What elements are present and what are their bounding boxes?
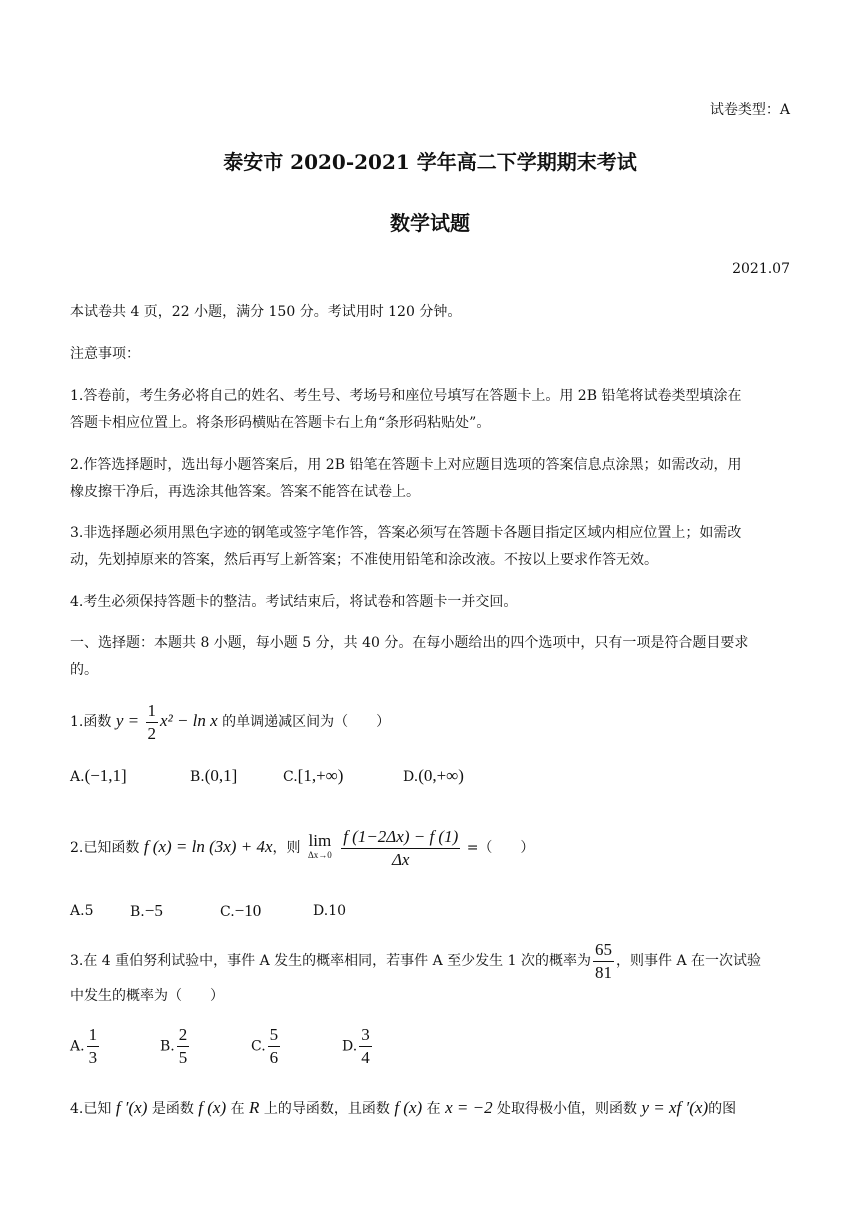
q3-option-c xyxy=(251,1024,282,1069)
q4-math-1: f ′(x) xyxy=(115,1098,148,1117)
q3-option-a-den: 3 xyxy=(88,1048,98,1067)
q2-option-a-label: A. xyxy=(70,903,85,919)
q3-option-d-den: 4 xyxy=(361,1048,370,1067)
q1-suffix: 的单调递减区间为（ ） xyxy=(222,714,391,730)
q1-expr: x² − ln x xyxy=(160,711,218,730)
section-1-line-2: 的。 xyxy=(70,662,98,678)
q2-comma: ，则 xyxy=(272,840,301,856)
q3-option-a xyxy=(70,1024,101,1069)
q2-option-d xyxy=(313,901,346,921)
q3-option-a-frac xyxy=(87,1024,100,1069)
q2-option-b-value: −5 xyxy=(144,901,163,920)
q4-math-6: y = xf ′(x) xyxy=(641,1098,709,1117)
q1-prefix: 1.函数 xyxy=(70,714,112,730)
q1-option-a-value: (−1,1] xyxy=(84,766,127,785)
q3-option-b-den: 5 xyxy=(178,1048,188,1067)
q2-lim-sub: Δx→0 xyxy=(307,850,332,860)
q2-option-c-value: −10 xyxy=(234,901,262,920)
note-3-line-1: 3.非选择题必须用黑色字迹的钢笔或签字笔作答，答案必须写在答题卡各题目指定区域内相应位置上；如需改 xyxy=(70,525,742,541)
q2-suffix: =（ ） xyxy=(466,840,535,856)
q4-math-2: f (x) xyxy=(198,1098,227,1117)
q3-line-1-end: ，则事件 A 在一次试验 xyxy=(616,953,762,969)
q3-option-b-label: B. xyxy=(160,1038,175,1055)
question-3-line-1 xyxy=(70,937,761,985)
q1-option-b xyxy=(190,766,237,787)
q1-frac-den: 2 xyxy=(147,723,157,743)
q2-option-a-value: 5 xyxy=(84,903,94,919)
q3-option-c-frac xyxy=(268,1024,281,1069)
q2-option-b xyxy=(130,901,163,922)
q2-fraction xyxy=(341,826,460,871)
q1-option-c xyxy=(283,766,343,787)
q2-option-a xyxy=(70,901,93,921)
q1-option-a-label: A. xyxy=(70,769,85,785)
q1-frac-num: 1 xyxy=(146,700,159,723)
q3-line-2: 中发生的概率为（ ） xyxy=(70,988,224,1004)
note-2-line-1: 2.作答选择题时，选出每小题答案后，用 2B 铅笔在答题卡上对应题目选项的答案信息点涂黑；如需改动，用 xyxy=(70,457,742,473)
q2-option-c-label: C. xyxy=(220,904,235,920)
q3-frac-num: 65 xyxy=(593,939,614,962)
section-1-line-1: 一、选择题：本题共 8 小题，每小题 5 分，共 40 分。在每小题给出的四个选项中，只有一项是符合题目要求 xyxy=(70,635,749,651)
q1-option-c-label: C. xyxy=(283,769,298,785)
q2-option-d-label: D. xyxy=(313,903,329,919)
q2-func: f (x) = ln (3x) + 4x xyxy=(143,837,273,856)
note-2-line-2: 橡皮擦干净后，再选涂其他答案。答案不能答在试卷上。 xyxy=(70,484,420,500)
q4-text-3: 在 xyxy=(230,1101,245,1117)
q3-option-d xyxy=(342,1024,374,1069)
q1-fraction xyxy=(146,700,159,745)
note-1-line-2: 答题卡相应位置上。将条形码横贴在答题卡右上角“条形码粘贴处”。 xyxy=(70,415,491,431)
q3-frac-den: 81 xyxy=(595,962,612,982)
q3-option-b-num: 2 xyxy=(177,1024,190,1047)
q3-option-c-num: 5 xyxy=(268,1024,281,1047)
q1-option-a xyxy=(70,766,127,787)
q3-option-b xyxy=(160,1024,191,1069)
q1-y-eq: y = xyxy=(115,711,140,730)
q1-option-b-label: B. xyxy=(190,769,205,785)
q2-frac-num: f (1−2Δx) − f (1) xyxy=(341,826,460,849)
q4-math-5: x = −2 xyxy=(445,1098,493,1117)
q2-frac-den: Δx xyxy=(391,849,410,869)
q3-option-c-label: C. xyxy=(251,1038,266,1055)
q1-option-d-label: D. xyxy=(403,769,419,785)
q4-math-3: R xyxy=(249,1098,260,1117)
q3-option-d-label: D. xyxy=(342,1038,358,1055)
notes-heading: 注意事项： xyxy=(70,346,140,362)
exam-intro: 本试卷共 4 页，22 小题，满分 150 分。考试用时 120 分钟。 xyxy=(70,304,462,320)
question-1 xyxy=(70,698,390,745)
q4-text-6: 处取得极小值，则函数 xyxy=(497,1101,638,1117)
q2-option-b-label: B. xyxy=(130,904,145,920)
q1-option-b-value: (0,1] xyxy=(204,766,238,785)
q3-option-a-num: 1 xyxy=(87,1024,100,1047)
q2-lim-word: lim xyxy=(308,831,332,850)
q1-option-c-value: [1,+∞) xyxy=(297,766,344,785)
q3-line-1: 3.在 4 重伯努利试验中，事件 A 发生的概率相同，若事件 A 至少发生 1 次的概率为 xyxy=(70,953,591,969)
exam-date: 2021.07 xyxy=(732,261,790,277)
q1-option-d xyxy=(403,766,464,787)
note-3-line-2: 动，先划掉原来的答案，然后再写上新答案；不准使用铅笔和涂改液。不按以上要求作答无效。 xyxy=(70,552,658,568)
q4-text-7: 的图 xyxy=(708,1101,737,1117)
q3-option-d-frac xyxy=(359,1024,372,1069)
exam-title: 泰安市 2020-2021 学年高二下学期期末考试 xyxy=(223,150,637,174)
q3-option-c-den: 6 xyxy=(269,1048,279,1067)
q1-option-d-value: (0,+∞) xyxy=(418,766,464,785)
q2-prefix: 2.已知函数 xyxy=(70,840,140,856)
q3-option-b-frac xyxy=(177,1024,190,1069)
q2-limit xyxy=(307,831,332,862)
note-4-line-1: 4.考生必须保持答题卡的整洁。考试结束后，将试卷和答题卡一并交回。 xyxy=(70,594,518,610)
q4-text-1: 4.已知 xyxy=(70,1101,112,1117)
question-2 xyxy=(70,823,534,872)
paper-type-label: 试卷类型：A xyxy=(709,102,790,118)
q2-option-c xyxy=(220,901,261,922)
note-1-line-1: 1.答卷前，考生务必将自己的姓名、考生号、考场号和座位号填写在答题卡上。用 2B 铅笔将试卷类型填涂在 xyxy=(70,388,742,404)
q2-option-d-value: 10 xyxy=(328,903,347,919)
q4-text-5: 在 xyxy=(426,1101,441,1117)
q3-option-d-num: 3 xyxy=(359,1024,372,1047)
q4-math-4: f (x) xyxy=(394,1098,423,1117)
q4-text-4: 上的导函数，且函数 xyxy=(263,1101,390,1117)
q4-text-2: 是函数 xyxy=(151,1101,194,1117)
q3-fraction xyxy=(593,939,614,984)
subject-title: 数学试题 xyxy=(390,211,470,235)
q3-option-a-label: A. xyxy=(70,1038,85,1055)
question-4-line-1 xyxy=(70,1094,736,1123)
